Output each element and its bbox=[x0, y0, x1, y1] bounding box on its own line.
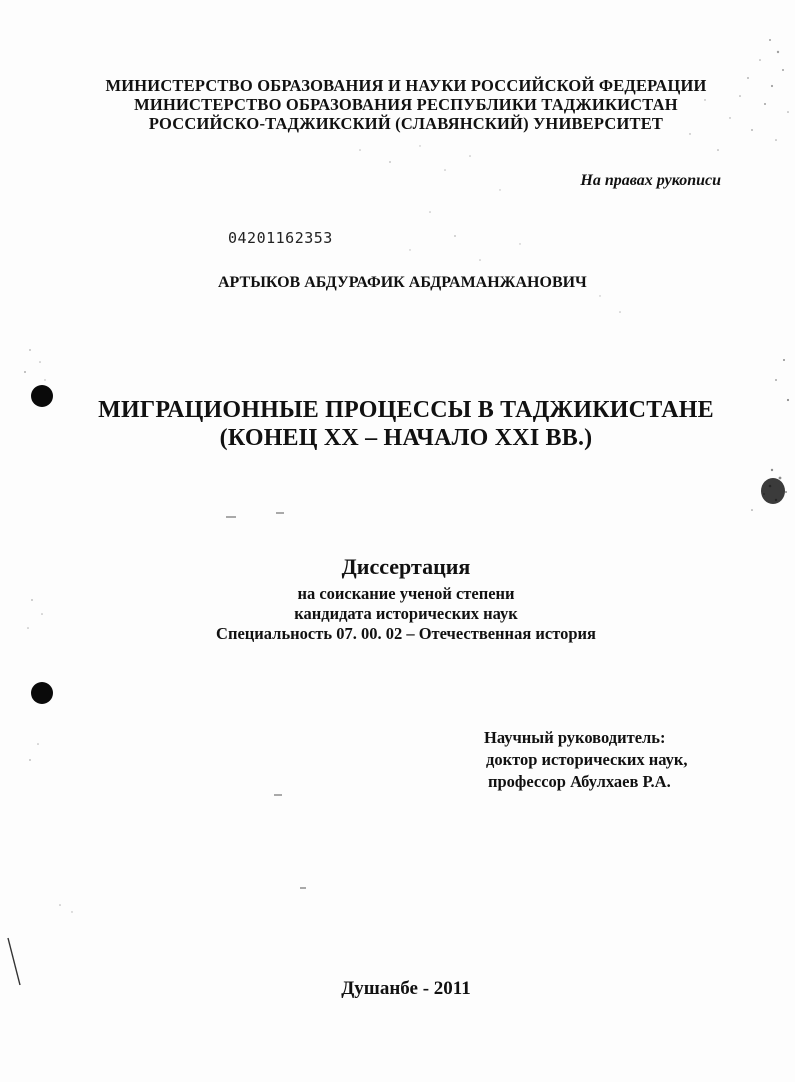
university-name: РОССИЙСКО-ТАДЖИКСКИЙ (СЛАВЯНСКИЙ) УНИВЕРСИТЕТ bbox=[148, 114, 664, 133]
author-name: АРТЫКОВ АБДУРАФИК АБДРАМАНЖАНОВИЧ bbox=[218, 274, 587, 291]
dissertation-title-line2: (КОНЕЦ XX – НАЧАЛО XXI ВВ.) bbox=[219, 425, 593, 451]
degree-line2: кандидата исторических наук bbox=[294, 604, 518, 623]
dissertation-title-line1: МИГРАЦИОННЫЕ ПРОЦЕССЫ В ТАДЖИКИСТАНЕ bbox=[98, 397, 714, 423]
binder-hole bbox=[31, 682, 53, 704]
dissertation-heading: Диссертация bbox=[341, 554, 471, 579]
city-year: Душанбе - 2011 bbox=[341, 978, 471, 999]
registration-code: 04201162353 bbox=[228, 229, 333, 247]
degree-line1: на соискание ученой степени bbox=[297, 584, 515, 603]
supervisor-label: Научный руководитель: bbox=[484, 728, 666, 747]
manuscript-note: На правах рукописи bbox=[580, 172, 721, 189]
ministry-tajikistan: МИНИСТЕРСТВО ОБРАЗОВАНИЯ РЕСПУБЛИКИ ТАДЖИКИСТАН bbox=[134, 95, 678, 114]
supervisor-name: профессор Абулхаев Р.А. bbox=[488, 772, 671, 791]
specialty: Специальность 07. 00. 02 – Отечественная история bbox=[216, 624, 596, 643]
supervisor-degree: доктор исторических наук, bbox=[486, 750, 688, 769]
ministry-russia: МИНИСТЕРСТВО ОБРАЗОВАНИЯ И НАУКИ РОССИЙСКОЙ ФЕДЕРАЦИИ bbox=[105, 76, 707, 95]
binder-hole bbox=[761, 478, 785, 504]
